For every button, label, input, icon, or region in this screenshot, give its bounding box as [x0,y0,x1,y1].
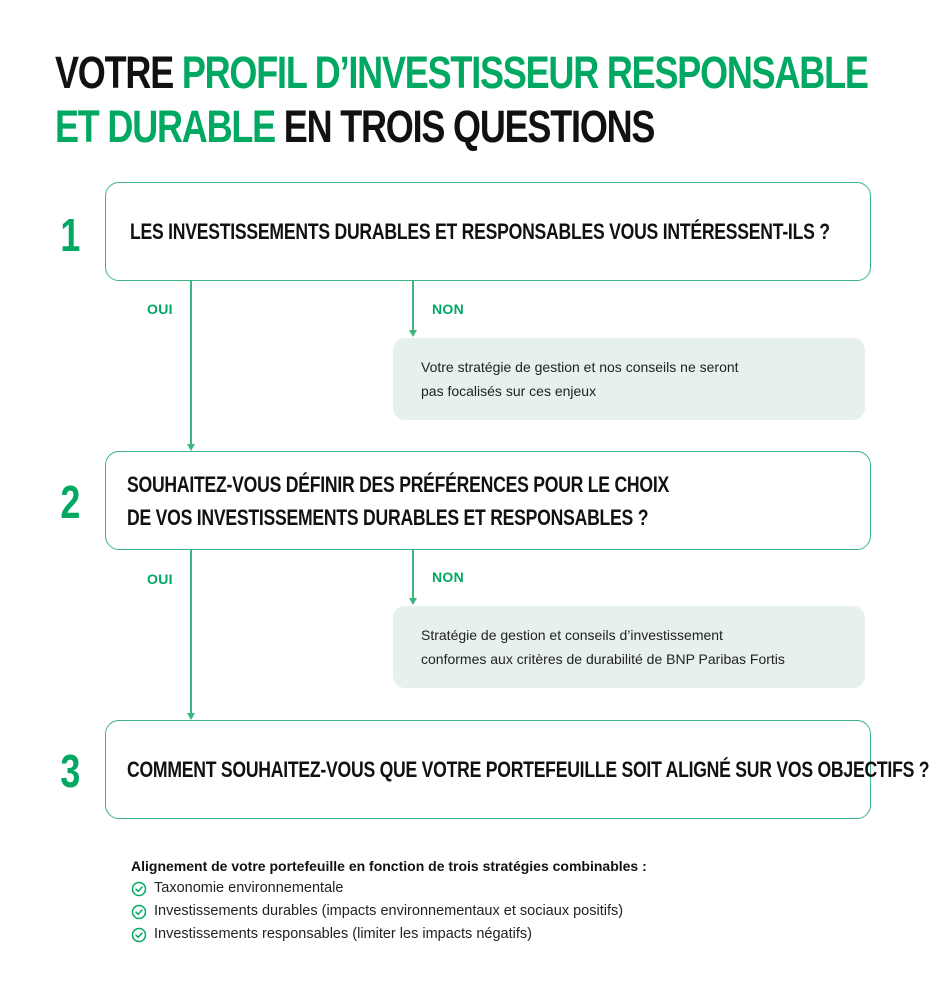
question-text-2 [127,468,669,534]
title-line-2 [55,100,868,154]
check-circle-icon [131,904,147,920]
title-part-black: VOTRE [55,47,182,98]
title-part-green: PROFIL D’INVESTISSEUR RESPONSABLE [181,47,868,98]
check-circle-icon [131,927,147,943]
question-box-1 [105,182,871,281]
question-box-3 [105,720,930,819]
outcome-line: pas focalisés sur ces enjeux [421,383,597,399]
page-title [55,46,868,154]
arrow-down-icon [409,330,417,337]
question-line: LES INVESTISSEMENTS DURABLES ET RESPONSABLES VOUS INTÉRESSENT-ILS ? [130,219,830,244]
strategies-section [131,858,647,946]
outcome-line: Stratégie de gestion et conseils d’investissement [421,627,723,643]
no-label: NON [432,569,465,585]
strategy-label: Investissements durables (impacts environnementaux et sociaux positifs) [154,903,624,919]
strategies-title: Alignement de votre portefeuille en fonction de trois stratégies combinables : [131,858,647,874]
check-circle-icon [131,881,147,897]
question-number-3: 3 [60,745,81,797]
question-number-1: 1 [60,209,81,261]
title-part-green: ET DURABLE [55,101,275,152]
no-connector-line [412,550,414,600]
yes-connector-line [190,281,192,446]
question-number-2: 2 [60,476,81,528]
arrow-down-icon [187,713,195,720]
question-line: DE VOS INVESTISSEMENTS DURABLES ET RESPONSABLES ? [127,504,649,530]
strategy-item [131,877,647,900]
question-text-1 [130,215,830,248]
question-text-3 [127,753,929,786]
yes-label: OUI [147,571,173,587]
no-outcome-box [393,338,865,420]
yes-connector-line [190,550,192,715]
question-line: COMMENT SOUHAITEZ-VOUS QUE VOTRE PORTEFEUILLE SOIT ALIGNÉ SUR VOS OBJECTIFS ? [127,757,930,782]
arrow-down-icon [187,444,195,451]
strategy-label: Taxonomie environnementale [154,880,344,896]
strategy-item [131,923,647,946]
title-line-1 [55,46,868,100]
title-part-black: EN TROIS QUESTIONS [275,101,655,152]
outcome-line: Votre stratégie de gestion et nos conseils ne seront [421,359,739,375]
arrow-down-icon [409,598,417,605]
outcome-line: conformes aux critères de durabilité de BNP Paribas Fortis [421,651,785,667]
strategy-label: Investissements responsables (limiter les impacts négatifs) [154,926,532,942]
question-box-2 [105,451,871,550]
strategy-item [131,900,647,923]
no-label: NON [432,301,465,317]
no-connector-line [412,281,414,332]
no-outcome-box [393,606,865,688]
question-line: SOUHAITEZ-VOUS DÉFINIR DES PRÉFÉRENCES POUR LE CHOIX [127,471,669,497]
yes-label: OUI [147,301,173,317]
